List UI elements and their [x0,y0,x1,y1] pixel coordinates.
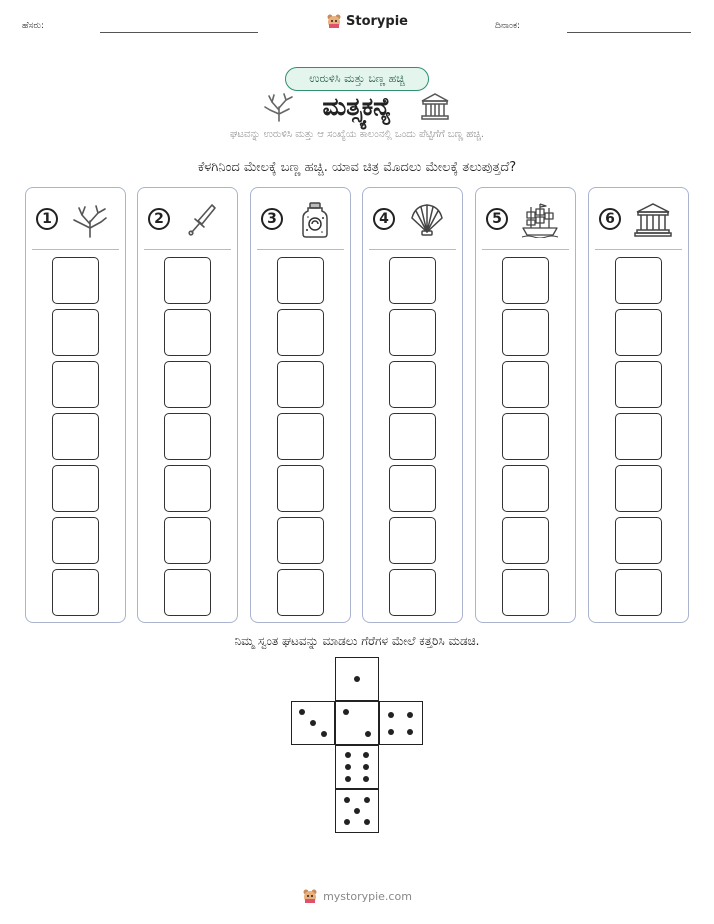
column-1 [25,187,126,623]
column-5 [475,187,576,623]
pip [407,729,413,735]
color-box[interactable] [52,257,99,304]
color-box[interactable] [502,309,549,356]
dice-net [291,657,425,837]
color-box[interactable] [389,569,436,616]
bear-icon [326,13,342,29]
column-divider [482,249,569,250]
column-divider [369,249,456,250]
cut-instruction: ನಿಮ್ಮ ಸ್ವಂತ ಘಟವನ್ನು ಮಾಡಲು ಗೆರೆಗಳ ಮೇಲೆ ಕತ್ತರಿಸಿ ಮಡಚಿ. [234,634,480,648]
date-label: ದಿನಾಂಕ: [495,21,521,31]
pip [354,676,360,682]
pip [345,752,351,758]
pip [345,764,351,770]
die-face-6 [335,745,379,789]
pip [363,776,369,782]
color-box[interactable] [615,309,662,356]
ship-icon [520,202,560,238]
color-box[interactable] [52,465,99,512]
color-box[interactable] [502,517,549,564]
pip [407,712,413,718]
column-number: 4 [373,208,395,230]
color-box[interactable] [502,361,549,408]
page-title: ಮತ್ಸ್ಯಕನ್ಯೆ [322,92,392,121]
color-box[interactable] [277,257,324,304]
column-divider [595,249,682,250]
coral-icon [70,202,110,238]
column-divider [32,249,119,250]
temple-icon [420,92,450,122]
color-box[interactable] [389,361,436,408]
pip [344,819,350,825]
bottle-icon [295,202,335,238]
color-box[interactable] [615,465,662,512]
color-box[interactable] [164,569,211,616]
color-box[interactable] [164,517,211,564]
color-box[interactable] [615,517,662,564]
color-box[interactable] [52,517,99,564]
name-line[interactable] [100,32,258,33]
color-box[interactable] [277,465,324,512]
die-face-3 [291,701,335,745]
color-box[interactable] [52,309,99,356]
color-box[interactable] [389,517,436,564]
color-box[interactable] [615,569,662,616]
pip [343,709,349,715]
color-box[interactable] [502,465,549,512]
color-box[interactable] [52,361,99,408]
pip [321,731,327,737]
name-label: ಹೆಸರು: [22,21,45,31]
pip [363,752,369,758]
column-divider [144,249,231,250]
die-face-5 [335,789,379,833]
subtitle: ಘಟವನ್ನು ಉರುಳಿಸಿ ಮತ್ತು ಆ ಸಂಖ್ಯೆಯ ಕಾಲಂನಲ್ಲಿ ಒಂದು ಪೆಟ್ಟಿಗೆಗೆ ಬಣ್ಣ ಹಚ್ಚಿ. [229,129,485,140]
color-box[interactable] [277,517,324,564]
color-box[interactable] [615,257,662,304]
die-face-2 [335,701,379,745]
color-box[interactable] [615,361,662,408]
color-box[interactable] [277,361,324,408]
pip [345,776,351,782]
color-box[interactable] [164,361,211,408]
pip [310,720,316,726]
pip [363,764,369,770]
pip [354,808,360,814]
column-number: 2 [148,208,170,230]
column-number: 3 [261,208,283,230]
date-line[interactable] [567,32,691,33]
column-number: 1 [36,208,58,230]
die-face-4 [379,701,423,745]
color-box[interactable] [389,257,436,304]
column-number: 5 [486,208,508,230]
column-3 [250,187,351,623]
color-box[interactable] [277,569,324,616]
color-box[interactable] [277,309,324,356]
color-box[interactable] [164,465,211,512]
activity-tag: ಉರುಳಿಸಿ ಮತ್ತು ಬಣ್ಣ ಹಚ್ಚಿ [285,67,429,91]
pip [388,712,394,718]
pip [344,797,350,803]
column-2 [137,187,238,623]
color-box[interactable] [502,257,549,304]
column-divider [257,249,344,250]
question: ಕೆಳಗಿನಿಂದ ಮೇಲಕ್ಕೆ ಬಣ್ಣ ಹಚ್ಚಿ. ಯಾವ ಚಿತ್ರ ಮೊದಲು ಮೇಲಕ್ಕೆ ತಲುಪುತ್ತದೆ? [197,160,517,175]
color-box[interactable] [389,465,436,512]
column-number: 6 [599,208,621,230]
color-box[interactable] [389,413,436,460]
footer-url[interactable]: mystorypie.com [323,889,412,903]
pip [365,731,371,737]
color-box[interactable] [277,413,324,460]
footer [0,888,714,904]
color-box[interactable] [164,309,211,356]
column-4 [362,187,463,623]
dagger-icon [182,202,222,238]
brand-name: Storypie [346,13,408,29]
color-box[interactable] [615,413,662,460]
shell-icon [407,202,447,238]
color-box[interactable] [164,413,211,460]
color-box[interactable] [52,569,99,616]
color-box[interactable] [52,413,99,460]
color-box[interactable] [389,309,436,356]
temple-icon [633,202,673,238]
die-face-1 [335,657,379,701]
column-6 [588,187,689,623]
color-box[interactable] [164,257,211,304]
brand-logo [326,13,408,29]
color-box[interactable] [502,569,549,616]
color-box[interactable] [502,413,549,460]
pip [299,709,305,715]
pip [364,819,370,825]
pip [388,729,394,735]
pip [364,797,370,803]
bear-icon [302,888,318,904]
